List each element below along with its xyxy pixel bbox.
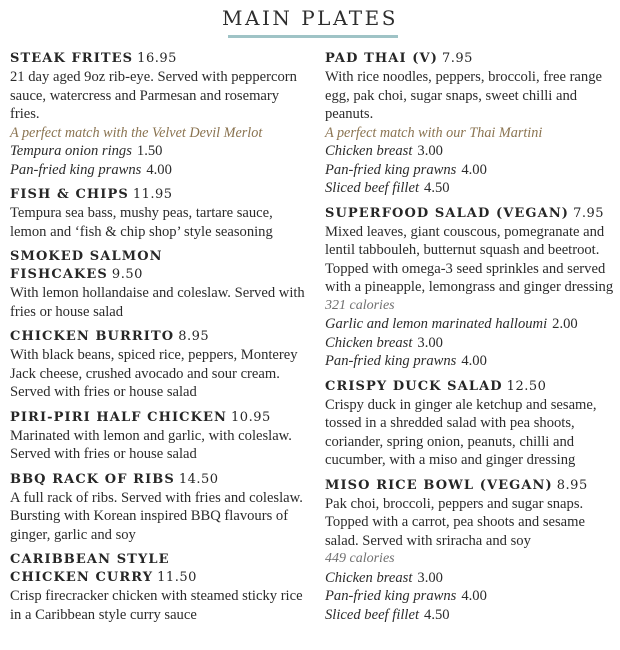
item-name: PAD THAI (V) 7.95 (325, 51, 473, 66)
menu-item-crispy-duck-salad (325, 378, 615, 470)
item-pairing: A perfect match with our Thai Martini (325, 124, 543, 141)
item-description: Marinated with lemon and garlic, with coleslaw. Served with fries or house salad (10, 427, 292, 462)
item-pairing: A perfect match with the Velvet Devil Merlot (10, 124, 263, 141)
item-description: Pak choi, broccoli, peppers and sugar snaps. Topped with a carrot, pea shoots and sesame salad. Served with sriracha and soy (325, 495, 585, 549)
item-name: SUPERFOOD SALAD (VEGAN) 7.95 (325, 205, 605, 221)
title-underline (228, 35, 398, 38)
item-extra: Pan-fried king prawns 4.00 (325, 353, 487, 369)
item-description: With rice noodles, peppers, broccoli, free range egg, pak choi, sugar snaps, sweet chilli and peanuts. (325, 69, 602, 122)
menu-item-bbq-rack-of-ribs (10, 471, 308, 545)
item-name: FISH & CHIPS 11.95 (10, 187, 173, 202)
item-price: 9.50 (111, 267, 143, 282)
item-extra: Pan-fried king prawns 4.00 (325, 588, 487, 604)
item-description: 21 day aged 9oz rib-eye. Served with peppercorn sauce, watercress and Parmesan and rosemary fries. (10, 69, 297, 122)
item-price: 10.95 (231, 409, 271, 425)
menu-item-fish-and-chips (10, 186, 308, 241)
right-menu-column (325, 50, 615, 631)
menu-item-superfood-salad (325, 205, 615, 371)
item-extra: Chicken breast 3.00 (325, 334, 443, 351)
menu-item-pad-thai (325, 50, 615, 198)
item-description: With black beans, spiced rice, peppers, Monterey Jack cheese, crushed avocado and sour cream. Served with fries or house salad (10, 347, 298, 400)
item-name: CARIBBEAN STYLE CHICKEN CURRY 11.50 (10, 552, 197, 585)
page-title: MAIN PLATES (222, 6, 398, 30)
item-name: STEAK FRITES 16.95 (10, 51, 177, 66)
item-price: 16.95 (137, 51, 177, 66)
item-description: Mixed leaves, giant couscous, pomegranate and lentil tabbouleh, butternut squash and beetroot. Topped with omega-3 seed sprinkles and served with a pineapple, lemongrass and ginger dressing (325, 223, 614, 295)
item-name: SMOKED SALMON FISHCAKES 9.50 (10, 249, 163, 282)
item-price: 7.95 (441, 51, 473, 66)
menu-item-chicken-burrito (10, 328, 308, 402)
item-extra: Pan-fried king prawns 4.00 (10, 161, 172, 178)
menu-item-smoked-salmon-fishcakes (10, 248, 308, 321)
item-price: 14.50 (178, 471, 219, 487)
item-price: 8.95 (178, 329, 210, 344)
left-menu-column (10, 50, 308, 631)
item-price: 12.50 (506, 378, 547, 394)
item-description: A full rack of ribs. Served with fries and coleslaw. Bursting with Korean inspired BBQ flavours of ginger, garlic and soy (10, 489, 303, 543)
item-extra: Chicken breast 3.00 (325, 569, 443, 586)
item-extra: Garlic and lemon marinated halloumi 2.00 (325, 316, 578, 332)
item-description: With lemon hollandaise and coleslaw. Served with fries or house salad (10, 285, 305, 320)
menu-item-caribbean-chicken-curry (10, 551, 308, 624)
menu-item-piri-piri-half-chicken (10, 409, 308, 464)
item-extra: Pan-fried king prawns 4.00 (325, 161, 487, 178)
item-description: Crisp firecracker chicken with steamed sticky rice in a Caribbean style curry sauce (10, 588, 303, 623)
item-price: 11.50 (157, 570, 197, 585)
item-name: BBQ RACK OF RIBS 14.50 (10, 471, 219, 487)
item-price: 7.95 (573, 205, 605, 221)
menu-item-miso-rice-bowl (325, 477, 615, 625)
item-description: Crispy duck in ginger ale ketchup and sesame, tossed in a shredded salad with pea shoots, coriander, spring onion, peanuts, chilli and cucumber, with a miso and ginger dressing (325, 396, 597, 468)
item-price: 8.95 (556, 477, 588, 493)
item-extra: Sliced beef fillet 4.50 (325, 606, 450, 623)
item-extra: Chicken breast 3.00 (325, 143, 443, 159)
item-name: PIRI-PIRI HALF CHICKEN 10.95 (10, 409, 271, 425)
item-calories: 449 calories (325, 551, 395, 566)
item-extra: Sliced beef fillet 4.50 (325, 180, 450, 196)
item-description: Tempura sea bass, mushy peas, tartare sauce, lemon and ‘fish & chip shop’ style seasoning (10, 205, 273, 240)
menu-item-steak-frites (10, 50, 308, 179)
item-extra: Tempura onion rings 1.50 (10, 143, 163, 159)
item-price: 11.95 (132, 187, 173, 202)
item-name: MISO RICE BOWL (VEGAN) 8.95 (325, 477, 588, 493)
item-name: CHICKEN BURRITO 8.95 (10, 329, 210, 344)
item-calories: 321 calories (325, 297, 395, 313)
item-name: CRISPY DUCK SALAD 12.50 (325, 378, 547, 394)
